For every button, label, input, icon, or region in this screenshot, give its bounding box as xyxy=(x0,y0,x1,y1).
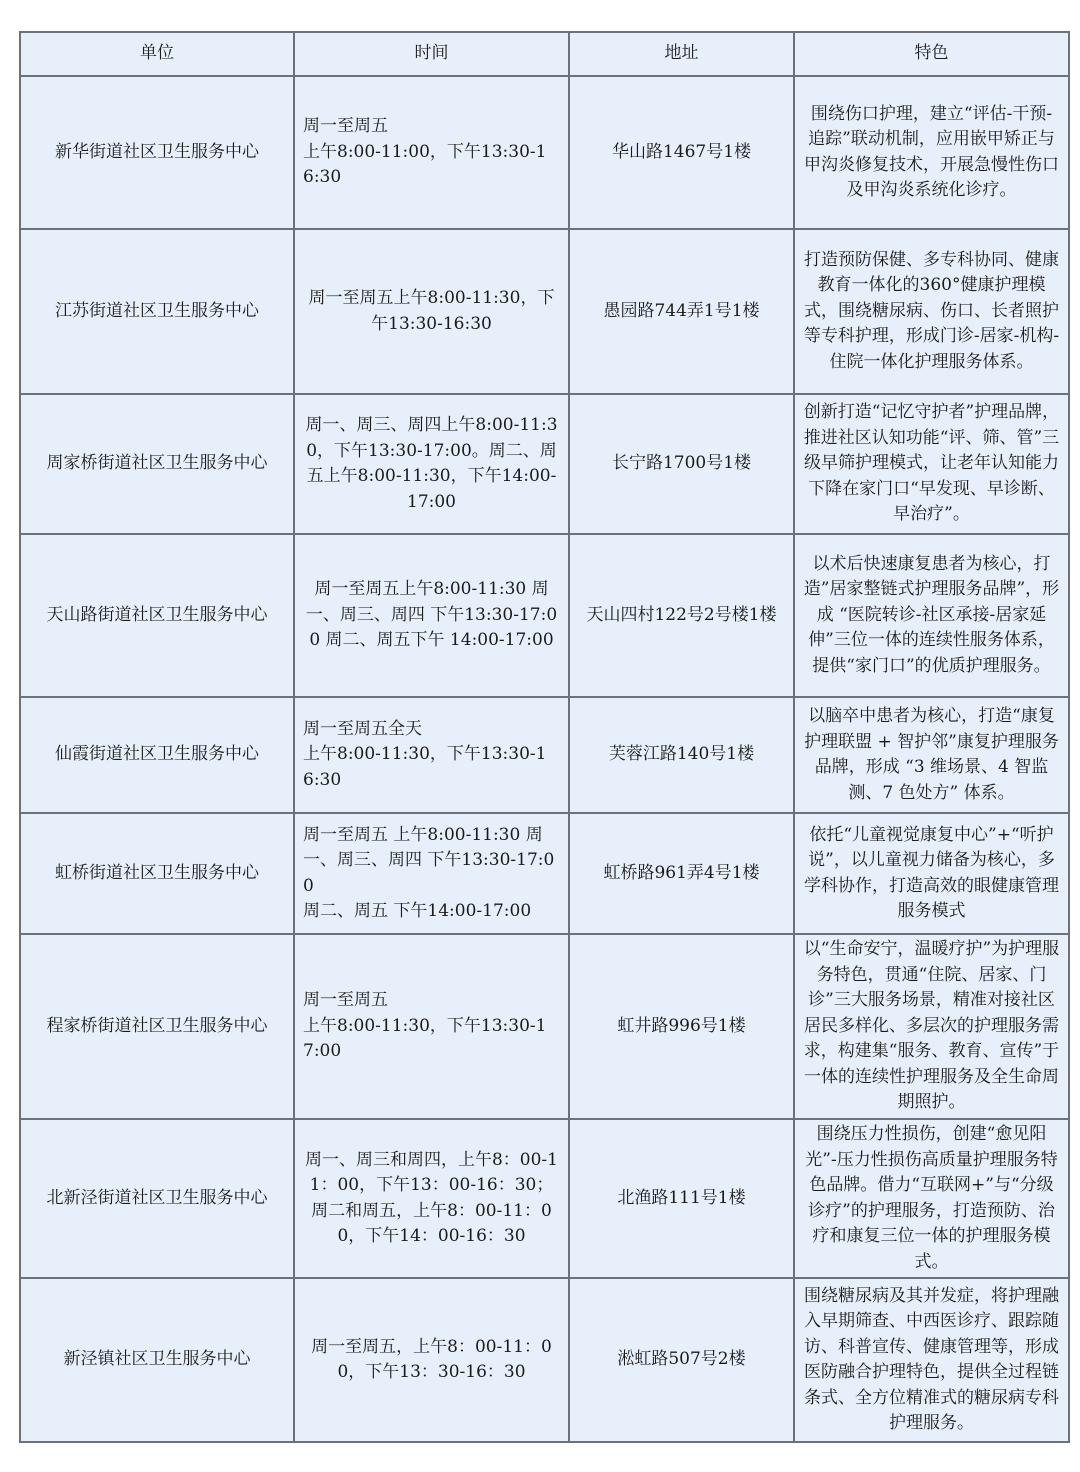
address-cell: 虹桥路961弄4号1楼 xyxy=(569,813,794,934)
time-line: 周一、周三、周四上午8:00-11:30，下午13:30-17:00。周二、周五上午8:00-11:30，下午14:00-17:00 xyxy=(305,415,558,512)
header-address: 地址 xyxy=(569,32,794,76)
table-row xyxy=(20,76,1069,229)
table-row xyxy=(20,229,1069,394)
time-line: 周一至周五全天 xyxy=(303,718,422,739)
feature-cell: 以脑卒中患者为核心，打造“康复护理联盟 + 智护邻”康复护理服务品牌，形成 “3 维场景、4 智监测、7 色处方” 体系。 xyxy=(794,697,1069,813)
address-cell: 虹井路996号1楼 xyxy=(569,934,794,1119)
unit-cell: 新华街道社区卫生服务中心 xyxy=(20,76,294,229)
feature-cell: 创新打造“记忆守护者”护理品牌，推进社区认知功能“评、筛、管”三级早筛护理模式，让老年认知能力下降在家门口“早发现、早诊断、早治疗”。 xyxy=(794,394,1069,534)
feature-cell: 打造预防保健、多专科协同、健康教育一体化的360°健康护理模式，围绕糖尿病、伤口、长者照护等专科护理，形成门诊-居家-机构-住院一体化护理服务体系。 xyxy=(794,229,1069,394)
address-cell: 长宁路1700号1楼 xyxy=(569,394,794,534)
time-line: 上午8:00-11:00，下午13:30-16:30 xyxy=(303,141,547,188)
time-cell xyxy=(294,229,569,394)
table-row xyxy=(20,1278,1069,1442)
unit-cell: 程家桥街道社区卫生服务中心 xyxy=(20,934,294,1119)
header-unit: 单位 xyxy=(20,32,294,76)
table-body xyxy=(20,76,1069,1442)
feature-cell: 围绕伤口护理，建立“评估-干预-追踪”联动机制，应用嵌甲矫正与甲沟炎修复技术，开展急慢性伤口及甲沟炎系统化诊疗。 xyxy=(794,76,1069,229)
address-cell: 天山四村122号2号楼1楼 xyxy=(569,534,794,697)
feature-cell: 围绕压力性损伤，创建“愈见阳光”-压力性损伤高质量护理服务特色品牌。借力“互联网+”与“分级诊疗”的护理服务，打造预防、治疗和康复三位一体的护理服务模式。 xyxy=(794,1119,1069,1278)
time-line: 周一至周五 上午8:00-11:30 周一、周三、周四 下午13:30-17:00 xyxy=(303,824,555,896)
address-cell: 愚园路744弄1号1楼 xyxy=(569,229,794,394)
time-cell xyxy=(294,813,569,934)
table-row xyxy=(20,1119,1069,1278)
time-cell xyxy=(294,1278,569,1442)
time-line: 周一、周三和周四，上午8：00-11：00，下午13：00-16：30；周二和周五，上午8：00-11：00，下午14：00-16：30 xyxy=(304,1149,558,1246)
feature-cell: 依托“儿童视觉康复中心”+“听护说”，以儿童视力储备为核心，多学科协作，打造高效的眼健康管理服务模式 xyxy=(794,813,1069,934)
time-cell xyxy=(294,934,569,1119)
unit-cell: 仙霞街道社区卫生服务中心 xyxy=(20,697,294,813)
time-cell xyxy=(294,76,569,229)
unit-cell: 天山路街道社区卫生服务中心 xyxy=(20,534,294,697)
time-line: 周一至周五 xyxy=(303,116,388,137)
unit-cell: 江苏街道社区卫生服务中心 xyxy=(20,229,294,394)
unit-cell: 周家桥街道社区卫生服务中心 xyxy=(20,394,294,534)
time-line: 上午8:00-11:30，下午13:30-17:00 xyxy=(303,1015,547,1062)
feature-cell: 以“生命安宁，温暖疗护”为护理服务特色，贯通“住院、居家、门诊”三大服务场景，精准对接社区居民多样化、多层次的护理服务需求，构建集“服务、教育、宣传”于一体的连续性护理服务及全生命周期照护。 xyxy=(794,934,1069,1119)
header-feature: 特色 xyxy=(794,32,1069,76)
time-line: 周一至周五 xyxy=(303,990,388,1011)
unit-cell: 虹桥街道社区卫生服务中心 xyxy=(20,813,294,934)
table-row xyxy=(20,697,1069,813)
header-time: 时间 xyxy=(294,32,569,76)
address-cell: 华山路1467号1楼 xyxy=(569,76,794,229)
feature-cell: 围绕糖尿病及其并发症，将护理融入早期筛查、中西医诊疗、跟踪随访、科普宣传、健康管理等，形成医防融合护理特色，提供全过程链条式、全方位精准式的糖尿病专科护理服务。 xyxy=(794,1278,1069,1442)
time-cell xyxy=(294,394,569,534)
table-row xyxy=(20,394,1069,534)
time-cell xyxy=(294,534,569,697)
address-cell: 北渔路111号1楼 xyxy=(569,1119,794,1278)
feature-cell: 以术后快速康复患者为核心，打造”居家整链式护理服务品牌”，形成 “医院转诊-社区承接-居家延伸”三位一体的连续性服务体系，提供“家门口”的优质护理服务。 xyxy=(794,534,1069,697)
table-row xyxy=(20,534,1069,697)
time-cell xyxy=(294,697,569,813)
time-line: 周一至周五，上午8：00-11：00，下午13：30-16：30 xyxy=(311,1336,552,1382)
table-row xyxy=(20,813,1069,934)
unit-cell: 北新泾街道社区卫生服务中心 xyxy=(20,1119,294,1278)
time-line: 周一至周五上午8:00-11:30 周一、周三、周四 下午13:30-17:00 周二、周五下午 14:00-17:00 xyxy=(305,579,558,651)
address-cell: 淞虹路507号2楼 xyxy=(569,1278,794,1442)
community-health-centers-table xyxy=(19,31,1070,1443)
header-row xyxy=(20,32,1069,76)
table-row xyxy=(20,934,1069,1119)
time-line: 周一至周五上午8:00-11:30，下午13:30-16:30 xyxy=(308,288,555,334)
time-cell xyxy=(294,1119,569,1278)
address-cell: 芙蓉江路140号1楼 xyxy=(569,697,794,813)
time-line: 周二、周五 下午14:00-17:00 xyxy=(303,901,532,921)
time-line: 上午8:00-11:30，下午13:30-16:30 xyxy=(303,744,547,790)
unit-cell: 新泾镇社区卫生服务中心 xyxy=(20,1278,294,1442)
